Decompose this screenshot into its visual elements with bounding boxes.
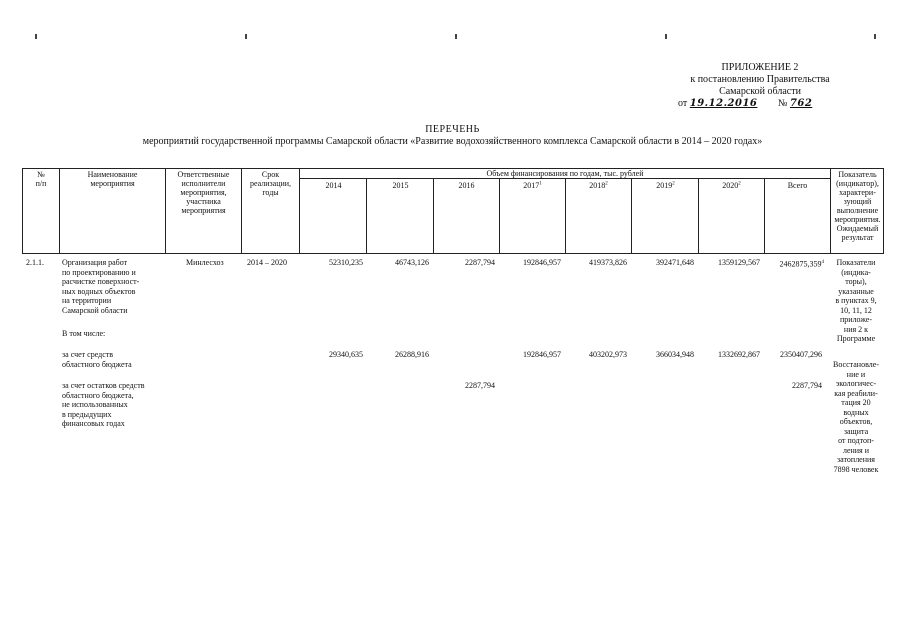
year-footnote: 2 <box>605 181 608 187</box>
indicator-line: торы), <box>845 277 867 286</box>
indicator-line: кая реабили- <box>834 388 878 398</box>
total-value: 52310,235 <box>329 258 363 267</box>
document-title <box>0 124 905 148</box>
year-text: 2019 <box>656 181 673 190</box>
regional-budget-value: 2350407,296 <box>780 350 822 359</box>
indicator-line: ние и <box>846 369 866 379</box>
grand-total-value: 2462875,359 <box>779 259 822 269</box>
scan-speck <box>665 34 667 39</box>
regional-budget-value: 1332692,867 <box>718 350 760 359</box>
year-footnote: 2 <box>738 181 741 187</box>
year-text: 2017 <box>523 181 540 190</box>
decree-date: 19.12.2016 <box>689 98 758 109</box>
indicator-line: в пунктах 9, <box>835 296 877 305</box>
indicator-line: ния 2 к <box>843 324 869 334</box>
year-text: 2018 <box>589 181 606 190</box>
year-header <box>367 181 434 190</box>
header-num <box>23 170 59 188</box>
indicator-text-2 <box>827 360 885 474</box>
header-text: исполнители <box>181 179 226 188</box>
year-header <box>499 181 566 190</box>
year-header <box>698 181 765 190</box>
year-header <box>764 181 831 190</box>
row-name-line: по проектированию и <box>62 267 136 277</box>
indicator-line: Восстановле- <box>833 360 879 369</box>
sub-row-regional-budget <box>62 350 132 369</box>
row-name-line: расчистке поверхност- <box>62 277 140 286</box>
title-line: ПЕРЕЧЕНЬ <box>425 124 480 135</box>
header-text: Ответственные <box>177 170 230 179</box>
header-text: выполнение <box>836 206 879 215</box>
appendix-line: к постановлению Правительства <box>690 74 830 85</box>
sub-row-line: за счет средств <box>62 350 114 359</box>
header-period <box>242 170 299 197</box>
header-indicator <box>831 170 884 242</box>
indicator-line: ления и <box>842 445 870 455</box>
appendix-line: Самарской области <box>719 86 801 97</box>
year-footnote: 1 <box>539 181 542 187</box>
header-text: мероприятия <box>181 206 226 215</box>
remainder-value: 2287,794 <box>792 381 822 390</box>
indicator-line: Показатели <box>836 258 876 267</box>
sub-row-line: финансовых годах <box>62 419 125 428</box>
header-text: мероприятия. <box>834 215 881 224</box>
year-footnote: 2 <box>672 181 675 187</box>
indicator-line: водных <box>843 407 869 417</box>
total-value: 419373,826 <box>589 258 627 267</box>
header-text: Наименование <box>87 170 138 179</box>
header-financing: Объем финансирования по годам, тыс. рублей <box>486 169 644 178</box>
header-text: Ожидаемый <box>836 224 879 233</box>
scan-speck <box>455 34 457 39</box>
indicator-line: (индика- <box>841 267 871 277</box>
year-header <box>300 181 367 190</box>
indicator-line: объектов, <box>839 417 873 426</box>
scan-speck <box>35 34 37 39</box>
year-header <box>433 181 500 190</box>
header-name <box>60 170 165 188</box>
subtitle-line: мероприятий государственной программы Самарской области «Развитие водохозяйственного комплекса Самарской области в 2014 – 2020 годах» <box>142 136 763 147</box>
row-name-line: Самарской области <box>62 305 128 315</box>
decree-number: 762 <box>789 98 813 109</box>
year-text: Всего <box>787 181 808 190</box>
header-text: участника <box>186 197 221 206</box>
total-value: 2287,794 <box>465 258 495 267</box>
scan-speck <box>245 34 247 39</box>
regional-budget-value: 366034,948 <box>656 350 694 359</box>
appendix-header <box>660 62 860 98</box>
header-text: зующий <box>843 197 872 206</box>
year-header <box>565 181 632 190</box>
indicator-line: тация 20 <box>841 398 871 407</box>
header-text: результат <box>841 233 874 242</box>
remainder-value: 2287,794 <box>465 381 495 390</box>
regional-budget-value: 192846,957 <box>523 350 561 359</box>
header-text: Показатель <box>838 170 877 179</box>
row-name <box>62 258 139 315</box>
number-prefix: № <box>777 98 788 109</box>
appendix-line: ПРИЛОЖЕНИЕ 2 <box>721 62 799 73</box>
year-text: 2016 <box>458 181 475 190</box>
total-value: 1359129,567 <box>718 258 760 267</box>
total-value: 392471,648 <box>656 258 694 267</box>
header-text: годы <box>262 188 279 197</box>
header-text: мероприятия, <box>180 188 227 197</box>
row-responsible: Минлесхоз <box>186 258 224 267</box>
regional-budget-value: 26288,916 <box>395 350 429 359</box>
sub-row-line: не использованных <box>62 400 128 409</box>
grand-total-footnote: 4 <box>821 260 824 265</box>
indicator-line: приложе- <box>840 315 872 324</box>
header-text: реализации, <box>249 179 292 188</box>
indicator-line: 10, 11, 12 <box>840 305 872 315</box>
indicator-line: от подтоп- <box>838 436 874 445</box>
indicator-line: указанные <box>838 286 874 296</box>
indicator-line: защита <box>843 426 869 436</box>
row-period: 2014 – 2020 <box>247 258 287 267</box>
sub-row-line: областного бюджета, <box>62 390 134 400</box>
header-bottom-border <box>22 253 884 254</box>
year-text: 2014 <box>325 181 342 190</box>
year-header <box>632 181 699 190</box>
row-name-line: ных водных объектов <box>62 286 136 296</box>
row-name-line: Организация работ <box>62 258 128 267</box>
sub-row-line: в предыдущих <box>62 409 112 419</box>
sub-row-line: за счет остатков средств <box>62 381 145 390</box>
indicator-line: экологичес- <box>835 379 877 388</box>
header-text: мероприятия <box>90 179 135 188</box>
scan-speck <box>874 34 876 39</box>
header-text: № <box>37 170 45 179</box>
header-text: (индикатор), <box>836 179 879 188</box>
indicator-line: 7898 человек <box>833 464 879 474</box>
indicator-text-1 <box>827 258 885 344</box>
header-text: характери- <box>839 188 876 197</box>
header-responsible <box>166 170 241 215</box>
header-text: п/п <box>35 179 47 188</box>
year-text: 2020 <box>722 181 739 190</box>
including-label: В том числе: <box>62 329 106 338</box>
indicator-line: Программе <box>836 334 876 343</box>
grand-total <box>760 258 824 269</box>
header-text: Срок <box>261 170 280 179</box>
total-value: 46743,126 <box>395 258 429 267</box>
row-name-line: на территории <box>62 296 112 305</box>
sub-row-budget-remainder <box>62 381 145 429</box>
year-text: 2015 <box>392 181 409 190</box>
date-prefix: от <box>678 98 688 109</box>
sub-row-line: областного бюджета <box>62 359 132 369</box>
decree-reference <box>678 98 812 109</box>
row-number: 2.1.1. <box>26 258 44 267</box>
total-value: 192846,957 <box>523 258 561 267</box>
regional-budget-value: 29340,635 <box>329 350 363 359</box>
indicator-line: затопления <box>837 455 875 464</box>
regional-budget-value: 403202,973 <box>589 350 627 359</box>
